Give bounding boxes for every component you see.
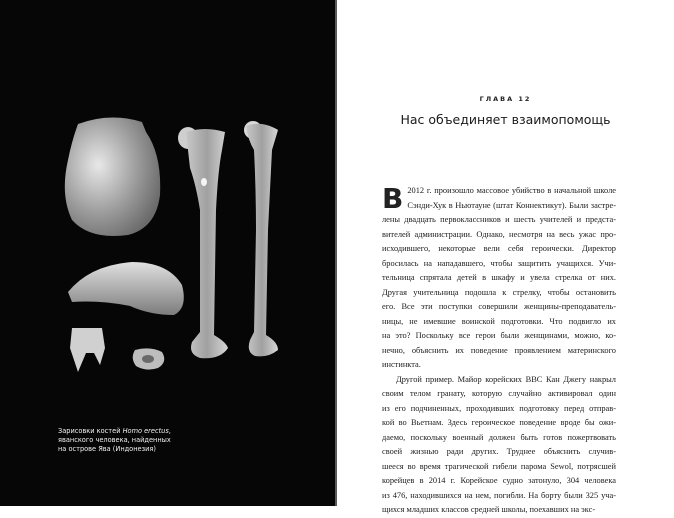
femur-left [178, 127, 228, 358]
left-page [0, 0, 335, 506]
text-line: исходившего, некоторые вели себя героически. Директор [382, 244, 616, 253]
drop-cap: В [382, 182, 404, 215]
text-line: Сэнди-Хук в Ньютауне (штат Коннектикут). Были застре- [407, 200, 616, 210]
body-text [382, 184, 616, 518]
paragraph-1 [382, 184, 616, 373]
text-line: корейцев в 2014 г. Корейское судно затонуло, 304 человека [382, 476, 616, 485]
caption-line-3: на острове Ява (Индонезия) [58, 445, 156, 453]
text-line: 2012 г. произошло массовое убийство в начальной школе [407, 186, 616, 195]
text-line: щихся младших классов средней школы, поехавших на экс- [382, 505, 596, 514]
caption-species: Homo erectus [122, 427, 169, 435]
caption-line-2: яванского человека, найденных [58, 436, 171, 444]
text-line: кой во Вьетнам. Здесь героическое поведение вроде бы ожи- [382, 418, 616, 427]
jaw-fragment [68, 262, 184, 315]
text-line: вителей администрации. Однако, несмотря на весь ужас про- [382, 229, 616, 239]
text-line: даемо, поскольку военный должен быть готов пожертвовать [382, 432, 616, 442]
text-line: бросилась на нападавшего, чтобы защитить учащихся. Учи- [382, 258, 616, 268]
text-line: из 476, находившихся на нем, погибли. На борту были 325 уча- [382, 490, 616, 500]
femur-right [244, 121, 278, 356]
skull-cap [65, 117, 160, 236]
text-line: шееся во время трагической гибели парома Sewol, потрясшей [382, 461, 616, 471]
text-line: Другая учительница подошла к стрелку, чтобы остановить [382, 287, 616, 297]
text-line: нечно, объяснить их поведение проявлением материнского [382, 345, 616, 355]
bone-illustration [50, 110, 340, 390]
text-line: из его подчиненных, проходивших подготовку перед отправ- [382, 403, 616, 413]
paragraph-2 [382, 373, 616, 518]
text-line: инстинкта. [382, 360, 421, 369]
chapter-label: ГЛАВА 12 [479, 95, 532, 103]
text-line: своим телом гранату, которую случайно активировал один [382, 389, 616, 398]
caption-text: Зарисовки костей [58, 427, 123, 435]
text-line: ницы, не имевшие воинской подготовки. Что подвигло их [382, 316, 616, 326]
text-line: лены двадцать первоклассников и шесть учителей и предста- [382, 215, 616, 224]
bones-svg [50, 110, 340, 390]
text-line: его. Все эти поступки совершили женщины-преподаватель- [382, 302, 616, 311]
text-line: своей жизнью ради других. Труднее объяснить случив- [382, 447, 616, 456]
text-line: тельница спрятала детей в шкафу и увела стрелка от них. [382, 273, 616, 282]
chapter-title: Нас объединяет взаимопомощь [400, 112, 611, 127]
caption-comma: , [168, 427, 171, 435]
molar-tooth [70, 328, 105, 372]
figure-caption [58, 427, 208, 454]
text-line: на это? Поскольку все герои были женщинами, можно, ко- [382, 331, 616, 340]
text-line: Другой пример. Майор корейских ВВС Кан Джегу накрыл [396, 374, 616, 384]
